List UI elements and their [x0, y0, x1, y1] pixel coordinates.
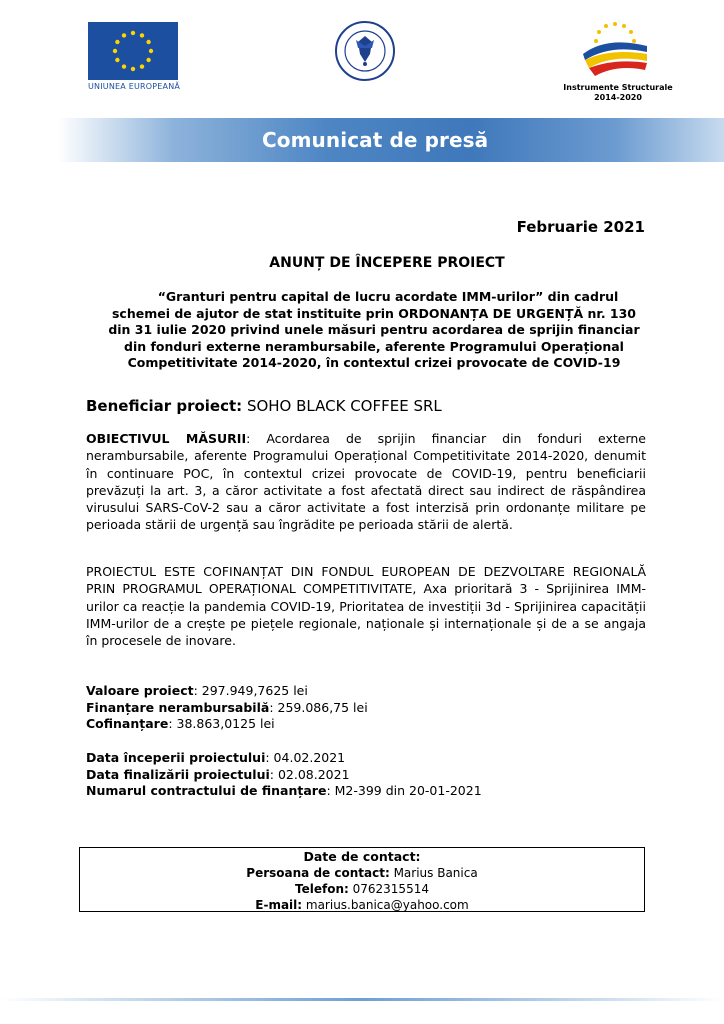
contact-phone-label: Telefon: [295, 882, 349, 896]
start-date-line [86, 750, 345, 767]
nonrefundable-line [86, 700, 368, 717]
project-value-label: Valoare proiect [86, 683, 194, 698]
contract-number-line [86, 783, 482, 800]
contact-box [79, 847, 645, 912]
eu-caption: UNIUNEA EUROPEANĂ [88, 82, 181, 91]
intro-text: “Granturi pentru capital de lucru acordate IMM-urilor” din cadrul schemei de ajutor de stat instituite prin ORDONANȚA DE URGENȚĂ nr. 130 din 31 iulie 2020 privind unele măsuri pentru acordarea de sprijin financiar din fonduri externe nerambursabile, aferente Programului Operațional Competitivitate 2014-2020, în contextul crizei provocate de COVID-19 [108, 289, 640, 370]
contract-number-label: Numarul contractului de finanțare [86, 783, 327, 798]
intro-paragraph [104, 289, 644, 372]
objective-label: OBIECTIVUL MĂSURII [86, 431, 247, 446]
end-date-label: Data finalizării proiectului [86, 767, 270, 782]
is-caption-line2: 2014-2020 [594, 93, 642, 102]
contact-email-value[interactable]: marius.banica@yahoo.com [302, 898, 469, 912]
objective-text: : Acordarea de sprijin financiar din fonduri externe nerambursabile, aferente Programului Operațional Competitivitate 2014-2020, denumit în continuare POC, în contextul crizei provocate de COVID-19, pentru beneficiarii prevăzuți la art. 3, a căror activitate a fost afectată direct sau indirect de răspândirea virusului SARS-CoV-2 sau a căror activitate a fost interzisă prin ordonanțe militare pe perioada stării de urgență sau îngrădite pe perioada stării de alertă. [86, 431, 646, 533]
eu-stars-icon [88, 22, 178, 80]
objective-paragraph [86, 430, 646, 534]
footer-divider [0, 998, 724, 1001]
contact-phone-line [80, 881, 644, 897]
nonrefundable-value: : 259.086,75 lei [269, 700, 368, 715]
beneficiary-line [86, 397, 442, 415]
cofinancing-value: : 38.863,0125 lei [168, 716, 275, 731]
contract-number-value: : M2-399 din 20-01-2021 [326, 783, 482, 798]
contact-person-label: Persoana de contact: [246, 866, 390, 880]
contact-email-label: E-mail: [255, 898, 303, 912]
project-value: : 297.949,7625 lei [193, 683, 308, 698]
end-date-line [86, 767, 350, 784]
start-date-label: Data începerii proiectului [86, 750, 266, 765]
publication-date: Februarie 2021 [516, 218, 645, 236]
contact-email-line [80, 897, 644, 913]
cofinancing-paragraph: PROIECTUL ESTE COFINANȚAT DIN FONDUL EUROPEAN DE DEZVOLTARE REGIONALĂ PRIN PROGRAMUL OPERAȚIONAL COMPETITIVITATE, Axa prioritară 3 - Sprijinirea IMM-urilor ca reacție la pandemia COVID-19, Prioritatea de investiții 3d - Sprijinirea capacității IMM-urilor de a crește pe piețele regionale, naționale și internaționale și de a se angaja în procesele de inovare. [86, 564, 646, 649]
contact-phone-value: 0762315514 [348, 882, 429, 896]
banner-title: Comunicat de presă [262, 128, 489, 152]
contact-person-line [80, 865, 644, 881]
beneficiary-value: SOHO BLACK COFFEE SRL [246, 397, 442, 415]
instrumente-structurale-logo [577, 18, 653, 80]
end-date-value: : 02.08.2021 [269, 767, 350, 782]
project-value-line [86, 683, 308, 700]
start-date-value: : 04.02.2021 [265, 750, 346, 765]
instrumente-structurale-caption [563, 83, 673, 103]
eu-flag-logo [88, 22, 178, 80]
page-title: ANUNȚ DE ÎNCEPERE PROIECT [269, 255, 505, 271]
cofinancing-line [86, 716, 275, 733]
beneficiary-label: Beneficiar proiect: [86, 397, 243, 415]
nonrefundable-label: Finanțare nerambursabilă [86, 700, 270, 715]
government-seal-logo [334, 20, 396, 82]
cofinancing-label: Cofinanțare [86, 716, 169, 731]
contact-title: Date de contact: [303, 849, 421, 864]
contact-person-value: Marius Banica [389, 866, 478, 880]
is-caption-line1: Instrumente Structurale [563, 83, 673, 92]
